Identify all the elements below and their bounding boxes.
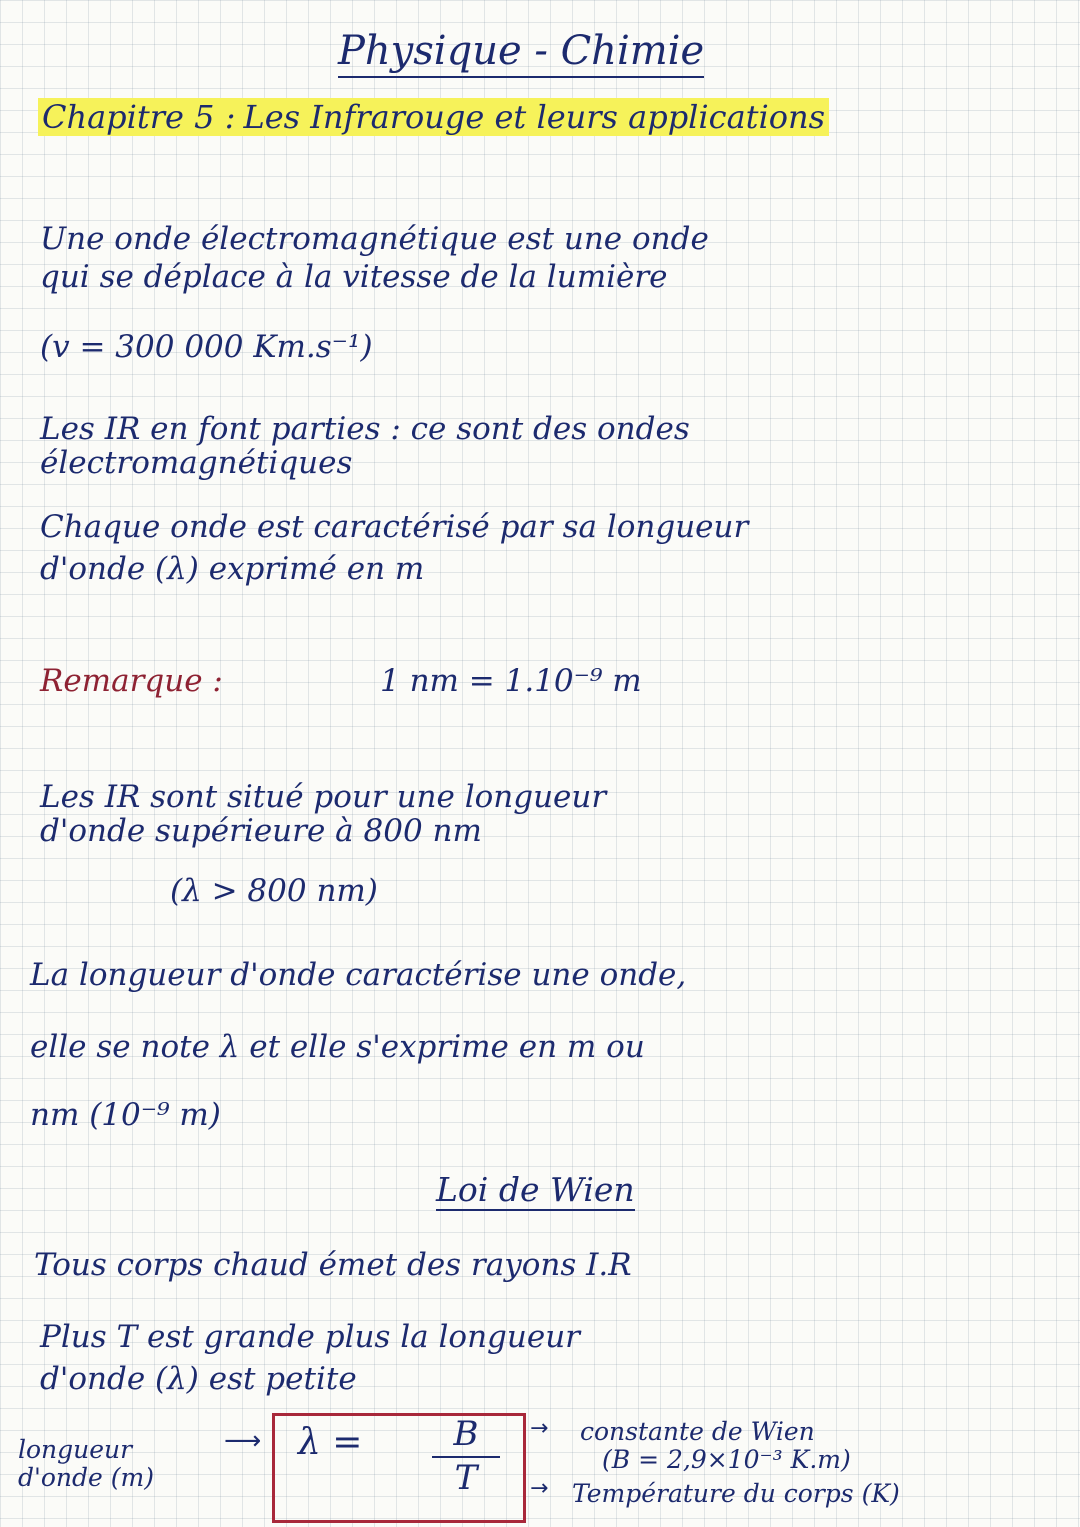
b-description-line: (B = 2,9×10⁻³ K.m) bbox=[602, 1445, 851, 1474]
chapter-heading bbox=[38, 98, 829, 136]
b-description-line: constante de Wien bbox=[580, 1417, 815, 1446]
formula-fraction bbox=[432, 1414, 500, 1498]
text-line: d'onde supérieure à 800 nm bbox=[40, 813, 482, 849]
section-heading: Loi de Wien bbox=[436, 1170, 635, 1209]
text-line: Chaque onde est caractérisé par sa longueur bbox=[40, 509, 749, 545]
text-line: elle se note λ et elle s'exprime en m ou bbox=[30, 1029, 645, 1065]
text-line: Les IR sont situé pour une longueur bbox=[40, 779, 607, 815]
text-line: nm (10⁻⁹ m) bbox=[30, 1097, 221, 1133]
text-line: Une onde électromagnétique est une onde bbox=[40, 221, 709, 257]
text-line: qui se déplace à la vitesse de la lumière bbox=[40, 259, 668, 295]
arrow-right-icon: ⟶ bbox=[224, 1426, 262, 1456]
arrow-right-icon: → bbox=[530, 1416, 549, 1441]
text-line: Les IR en font parties : ce sont des ondes bbox=[40, 411, 690, 447]
t-description: Température du corps (K) bbox=[572, 1479, 900, 1508]
lambda-label-line: longueur bbox=[18, 1435, 133, 1464]
page-title: Physique - Chimie bbox=[338, 28, 704, 78]
lambda-label bbox=[18, 1436, 154, 1492]
chapter-topic: Les Infrarouge et leurs applications bbox=[239, 98, 829, 136]
formula-lhs: λ = bbox=[298, 1422, 363, 1463]
text-line: d'onde (λ) est petite bbox=[40, 1361, 357, 1397]
text-line: électromagnétiques bbox=[40, 445, 353, 481]
text-line: (v = 300 000 Km.s⁻¹) bbox=[40, 329, 373, 365]
text-line: La longueur d'onde caractérise une onde, bbox=[30, 957, 687, 993]
remark-value: 1 nm = 1.10⁻⁹ m bbox=[380, 663, 642, 699]
text-line: d'onde (λ) exprimé en m bbox=[40, 551, 425, 587]
b-description bbox=[580, 1418, 851, 1474]
formula-denominator: T bbox=[454, 1458, 478, 1498]
remark-label: Remarque : bbox=[40, 663, 223, 699]
chapter-label: Chapitre 5 : bbox=[38, 98, 239, 136]
formula-numerator: B bbox=[432, 1414, 500, 1458]
text-line: Tous corps chaud émet des rayons I.R bbox=[34, 1247, 632, 1283]
arrow-right-icon: → bbox=[530, 1476, 549, 1501]
lambda-label-line: d'onde (m) bbox=[18, 1463, 154, 1492]
text-line: (λ > 800 nm) bbox=[170, 873, 378, 909]
text-line: Plus T est grande plus la longueur bbox=[40, 1319, 580, 1355]
